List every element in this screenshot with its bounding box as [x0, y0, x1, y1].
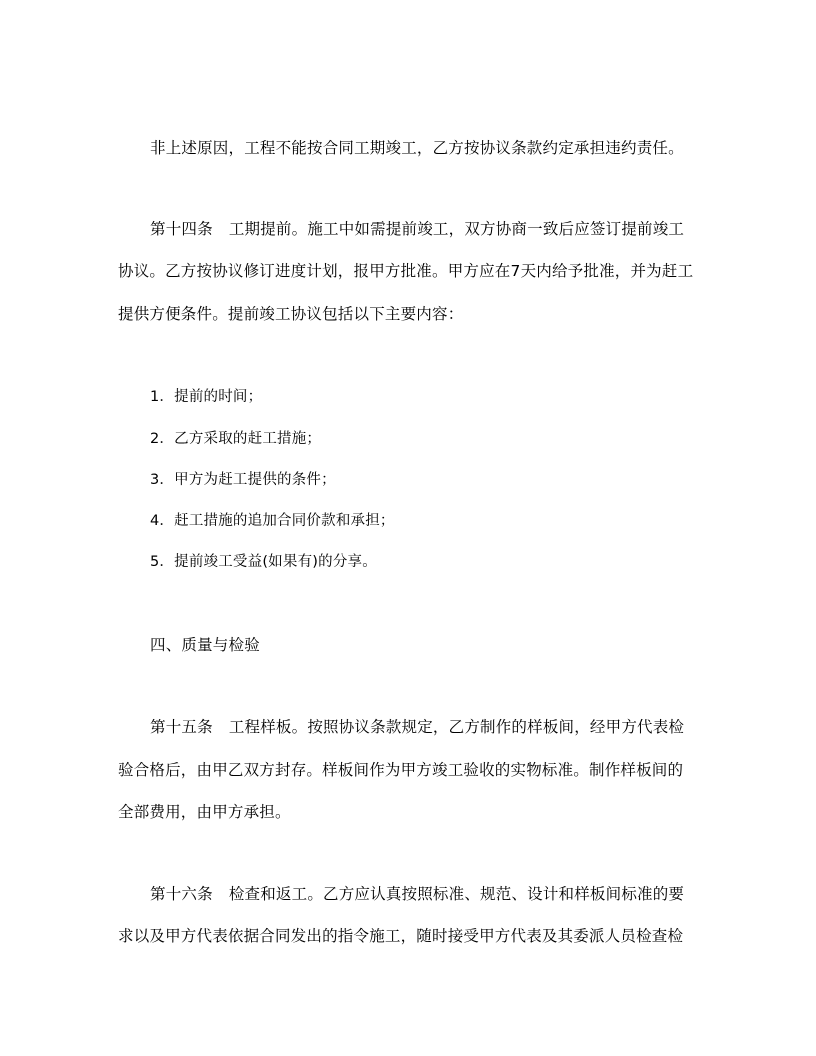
- article-14-line-1: [150, 218, 684, 240]
- article-15-text-1: 工程样板。按照协议条款规定，乙方制作的样板间，经甲方代表检: [228, 718, 685, 736]
- list-item: 4．赶工措施的追加合同价款和承担；: [150, 513, 395, 529]
- article-16-line-2: 求以及甲方代表依据合同发出的指令施工，随时接受甲方代表及其委派人员检查检: [118, 927, 684, 945]
- list-item: 5．提前竣工受益(如果有)的分享。: [150, 554, 377, 570]
- article-15-label: 第十五条: [150, 718, 213, 736]
- article-14-text-1: 工期提前。施工中如需提前竣工，双方协商一致后应签订提前竣工: [228, 220, 685, 238]
- list-item: 1．提前的时间；: [150, 389, 263, 405]
- article-16-line-1: [150, 883, 684, 905]
- paragraph-delay-liability: 非上述原因，工程不能按合同工期竣工，乙方按协议条款约定承担违约责任。: [150, 139, 684, 157]
- section-heading-quality: 四、质量与检验: [150, 636, 260, 654]
- article-14-line-2: 协议。乙方按协议修订进度计划，报甲方批准。甲方应在7天内给予批准，并为赶工: [118, 262, 694, 280]
- article-14-line-3: 提供方便条件。提前竣工协议包括以下主要内容：: [118, 305, 464, 323]
- list-item: 3．甲方为赶工提供的条件；: [150, 472, 336, 488]
- article-16-label: 第十六条: [150, 885, 213, 903]
- article-14-label: 第十四条: [150, 220, 213, 238]
- article-15-line-1: [150, 716, 684, 738]
- list-item: 2．乙方采取的赶工措施；: [150, 431, 322, 447]
- article-15-line-3: 全部费用，由甲方承担。: [118, 803, 291, 821]
- article-16-text-1: 检查和返工。乙方应认真按照标准、规范、设计和样板间标准的要: [228, 885, 685, 903]
- article-15-line-2: 验合格后，由甲乙双方封存。样板间作为甲方竣工验收的实物标准。制作样板间的: [118, 761, 684, 779]
